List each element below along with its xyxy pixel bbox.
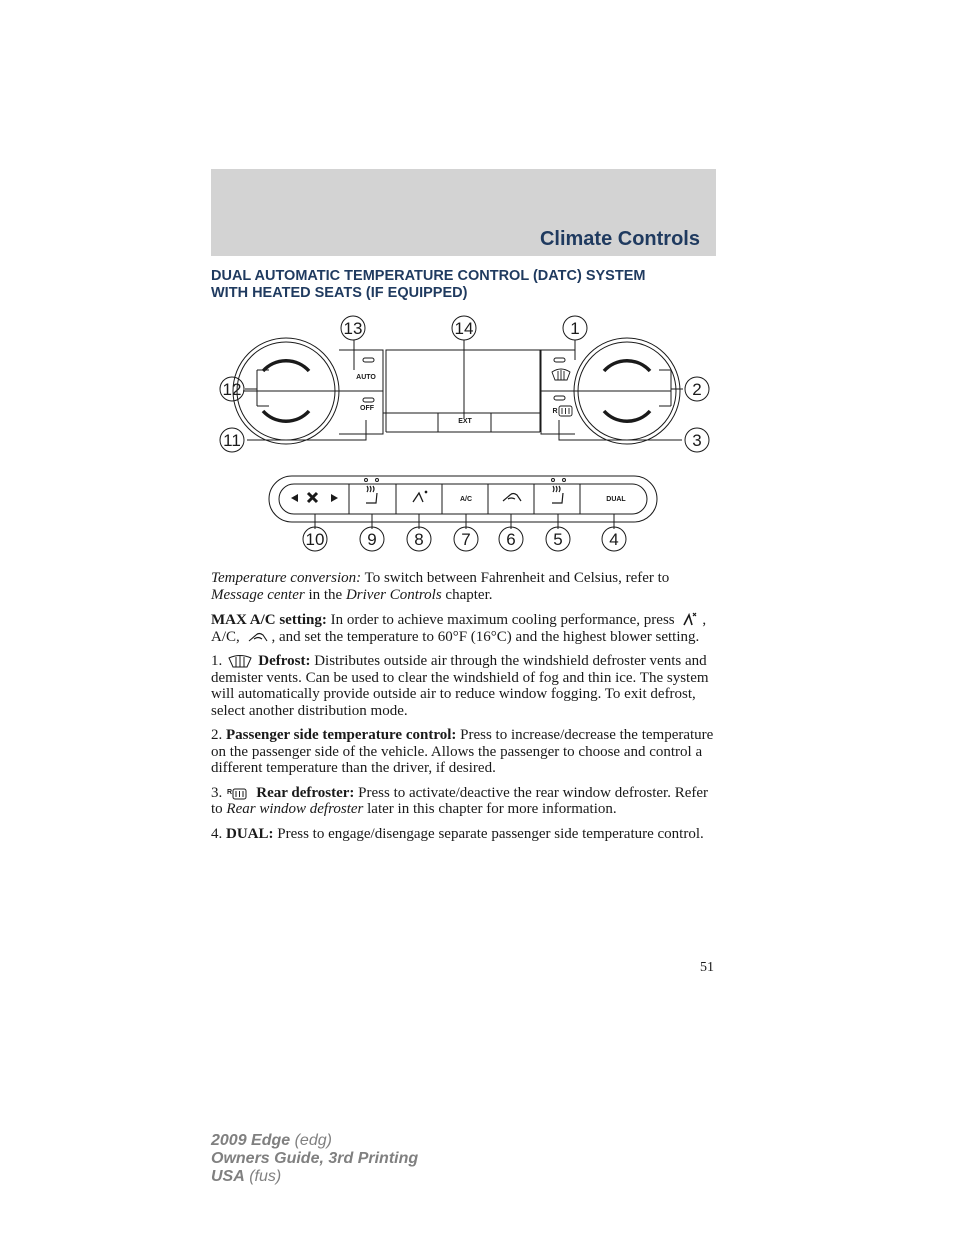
callout-8: 8 (414, 530, 424, 549)
dual-lead: DUAL: (226, 825, 274, 842)
arrow-left-icon (291, 494, 298, 502)
dual-button-label: DUAL (606, 496, 626, 503)
datc-control-panel-diagram (211, 308, 716, 558)
recirculation-icon (503, 494, 521, 502)
section-heading (211, 268, 711, 302)
callout-13: 13 (343, 319, 363, 338)
temperature-conversion-paragraph (211, 570, 716, 603)
rear-defrost-icon (559, 406, 572, 416)
passenger-temperature-knob (574, 338, 680, 444)
paragraph-text: chapter. (441, 586, 493, 603)
rear-defrost-icon (225, 786, 253, 800)
chapter-header-band (211, 169, 716, 256)
rear-window-defroster-reference: Rear window defroster (226, 801, 364, 817)
max-ac-paragraph (211, 611, 716, 645)
footer-market: USA (211, 1168, 245, 1185)
fan-icon (308, 493, 317, 502)
item-number: 1. (211, 653, 223, 669)
footer (211, 1132, 418, 1186)
footer-market-code: (fus) (244, 1168, 282, 1185)
callout-3: 3 (692, 431, 702, 450)
temperature-conversion-lead: Temperature conversion: (211, 570, 362, 586)
item-number: 3. (211, 784, 223, 801)
item-3-paragraph (211, 785, 716, 818)
item-4-paragraph (211, 826, 716, 843)
paragraph-text: In order to achieve maximum cooling performance, press (326, 612, 679, 628)
defrost-icon (225, 654, 255, 668)
recirculation-icon (247, 630, 269, 644)
defrost-icon (552, 369, 570, 380)
callout-11: 11 (223, 431, 241, 450)
item-number: 2. (211, 727, 223, 743)
callout-7: 7 (461, 530, 471, 549)
item-number: 4. (211, 825, 223, 842)
callout-4: 4 (609, 530, 619, 549)
paragraph-text: later in this chapter for more information. (363, 801, 617, 817)
callout-14: 14 (454, 319, 474, 338)
paragraph-text: in the (304, 586, 346, 603)
defrost-lead: Defrost: (258, 653, 311, 669)
item-2-paragraph (211, 727, 716, 777)
footer-edition: Owners Guide, 3rd Printing (211, 1150, 419, 1167)
passenger-temp-lead: Passenger side temperature control: (226, 727, 457, 743)
section-heading-line2: WITH HEATED SEATS (IF EQUIPPED) (211, 285, 468, 301)
item-1-paragraph (211, 653, 716, 719)
paragraph-text: Press to increase/decrease the temperature on the passenger side of the vehicle. Allows the passenger to choose and control a different temperature than the driver, if desired. (211, 727, 714, 776)
max-ac-icon (681, 611, 699, 627)
callout-1: 1 (570, 319, 580, 338)
callout-9: 9 (367, 530, 377, 549)
section-heading-line1: DUAL AUTOMATIC TEMPERATURE CONTROL (DATC) SYSTEM (211, 268, 646, 284)
max-ac-icon (413, 491, 427, 502)
paragraph-text: , and set the temperature to 60°F (16°C) and the highest blower setting. (271, 628, 700, 645)
chapter-title: Climate Controls (539, 228, 700, 250)
paragraph-text: Distributes outside air through the windshield defroster vents and demister vents. Can be used to clear the windshield of fog and thin ice. The system will automatically provide outside air to reduce window fogging. To exit defrost, select another distribution mode. (211, 653, 709, 719)
driver-temperature-knob (233, 338, 339, 444)
footer-line-2 (211, 1150, 418, 1168)
ac-button-label: A/C (459, 496, 473, 503)
paragraph-text: , A/C, (211, 612, 707, 645)
paragraph-text: To switch between Fahrenheit and Celsius, refer to (361, 570, 670, 586)
paragraph-text: Press to activate/deactive the rear window defroster. Refer to (211, 784, 709, 817)
arrow-right-icon (331, 494, 338, 502)
heated-seat-icon (366, 486, 377, 503)
callout-10: 10 (305, 530, 325, 549)
page-number: 51 (700, 960, 714, 975)
heated-seat-icon (552, 486, 563, 503)
body-text (211, 570, 716, 850)
driver-controls-reference: Driver Controls (345, 586, 442, 603)
svg-text:R: R (227, 788, 233, 796)
footer-line-1 (211, 1132, 418, 1150)
footer-model: 2009 Edge (211, 1132, 291, 1149)
paragraph-text: Press to engage/disengage separate passenger side temperature control. (273, 825, 704, 842)
message-center-reference: Message center (211, 586, 305, 603)
callout-5: 5 (553, 530, 563, 549)
footer-model-code: (edg) (290, 1132, 332, 1149)
callout-2: 2 (692, 380, 702, 399)
ext-button-label: EXT (458, 418, 472, 425)
rear-defroster-lead: Rear defroster: (256, 784, 355, 801)
max-ac-lead: MAX A/C setting: (211, 612, 327, 628)
auto-button-label: AUTO (356, 374, 376, 381)
rear-r-label: R (552, 408, 558, 415)
off-button-label: OFF (360, 405, 374, 412)
callout-6: 6 (506, 530, 516, 549)
callout-12: 12 (222, 380, 242, 399)
footer-line-3 (211, 1168, 418, 1186)
